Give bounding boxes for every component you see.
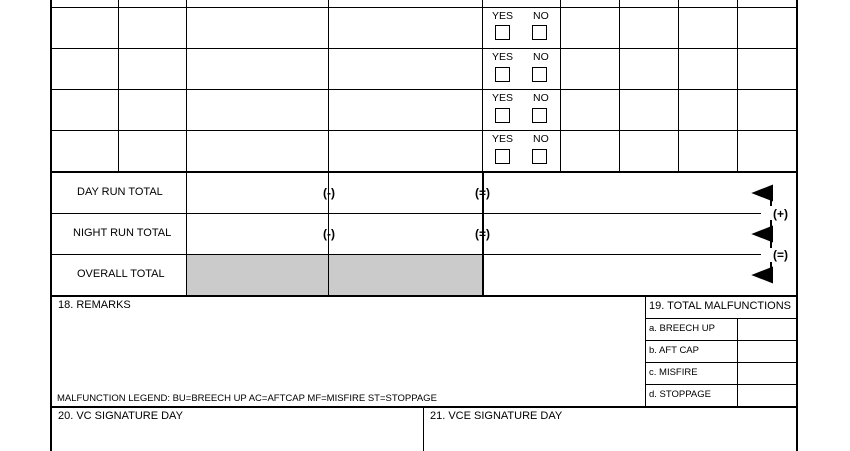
vce-signature-day-label: 21. VCE SIGNATURE DAY [430,410,563,422]
malfunction-legend: MALFUNCTION LEGEND: BU=BREECH UP AC=AFTCAP MF=MISFIRE ST=STOPPAGE [57,393,437,404]
malfunction-row-line [645,362,796,363]
malfunction-row-line [645,384,796,385]
misfire-count-field[interactable] [739,364,795,383]
malfunction-item-aft-cap: b. AFT CAP [649,345,699,356]
signature-divider [423,407,424,451]
no-label: NO [533,51,549,63]
vc-signature-field[interactable] [52,426,421,450]
minus-operator: (-) [323,227,335,241]
arrow-head [754,268,772,282]
vc-signature-day-label: 20. VC SIGNATURE DAY [58,410,183,422]
remarks-field[interactable] [52,314,642,390]
malfunction-item-stoppage: d. STOPPAGE [649,389,711,400]
yes-label: YES [492,10,514,22]
remarks-label: 18. REMARKS [58,299,131,311]
no-label: NO [533,92,549,104]
malfunction-item-breech-up: a. BREECH UP [649,323,715,334]
day-run-total-label: DAY RUN TOTAL [77,186,163,198]
equals-operator-right: (=) [773,248,788,262]
malfunction-item-misfire: c. MISFIRE [649,367,698,378]
malfunction-row-line [645,318,796,319]
plus-operator: (+) [773,207,788,221]
night-run-total-label: NIGHT RUN TOTAL [73,227,172,239]
no-label: NO [533,133,549,145]
total-malfunctions-title: 19. TOTAL MALFUNCTIONS [649,300,792,312]
remarks-divider [645,296,646,407]
yes-label: YES [492,133,514,145]
malfunction-row-line [645,340,796,341]
minus-operator: (-) [323,186,335,200]
no-label: NO [533,10,549,22]
stoppage-count-field[interactable] [739,386,795,405]
breech-up-count-field[interactable] [739,320,795,339]
arrow-head [754,227,772,241]
yes-label: YES [492,51,514,63]
equals-operator: (=) [475,186,490,200]
arrow-head [754,186,772,200]
equals-operator: (=) [475,227,490,241]
aft-cap-count-field[interactable] [739,342,795,361]
overall-total-label: OVERALL TOTAL [77,268,165,280]
vce-signature-field[interactable] [425,426,794,450]
yes-label: YES [492,92,514,104]
